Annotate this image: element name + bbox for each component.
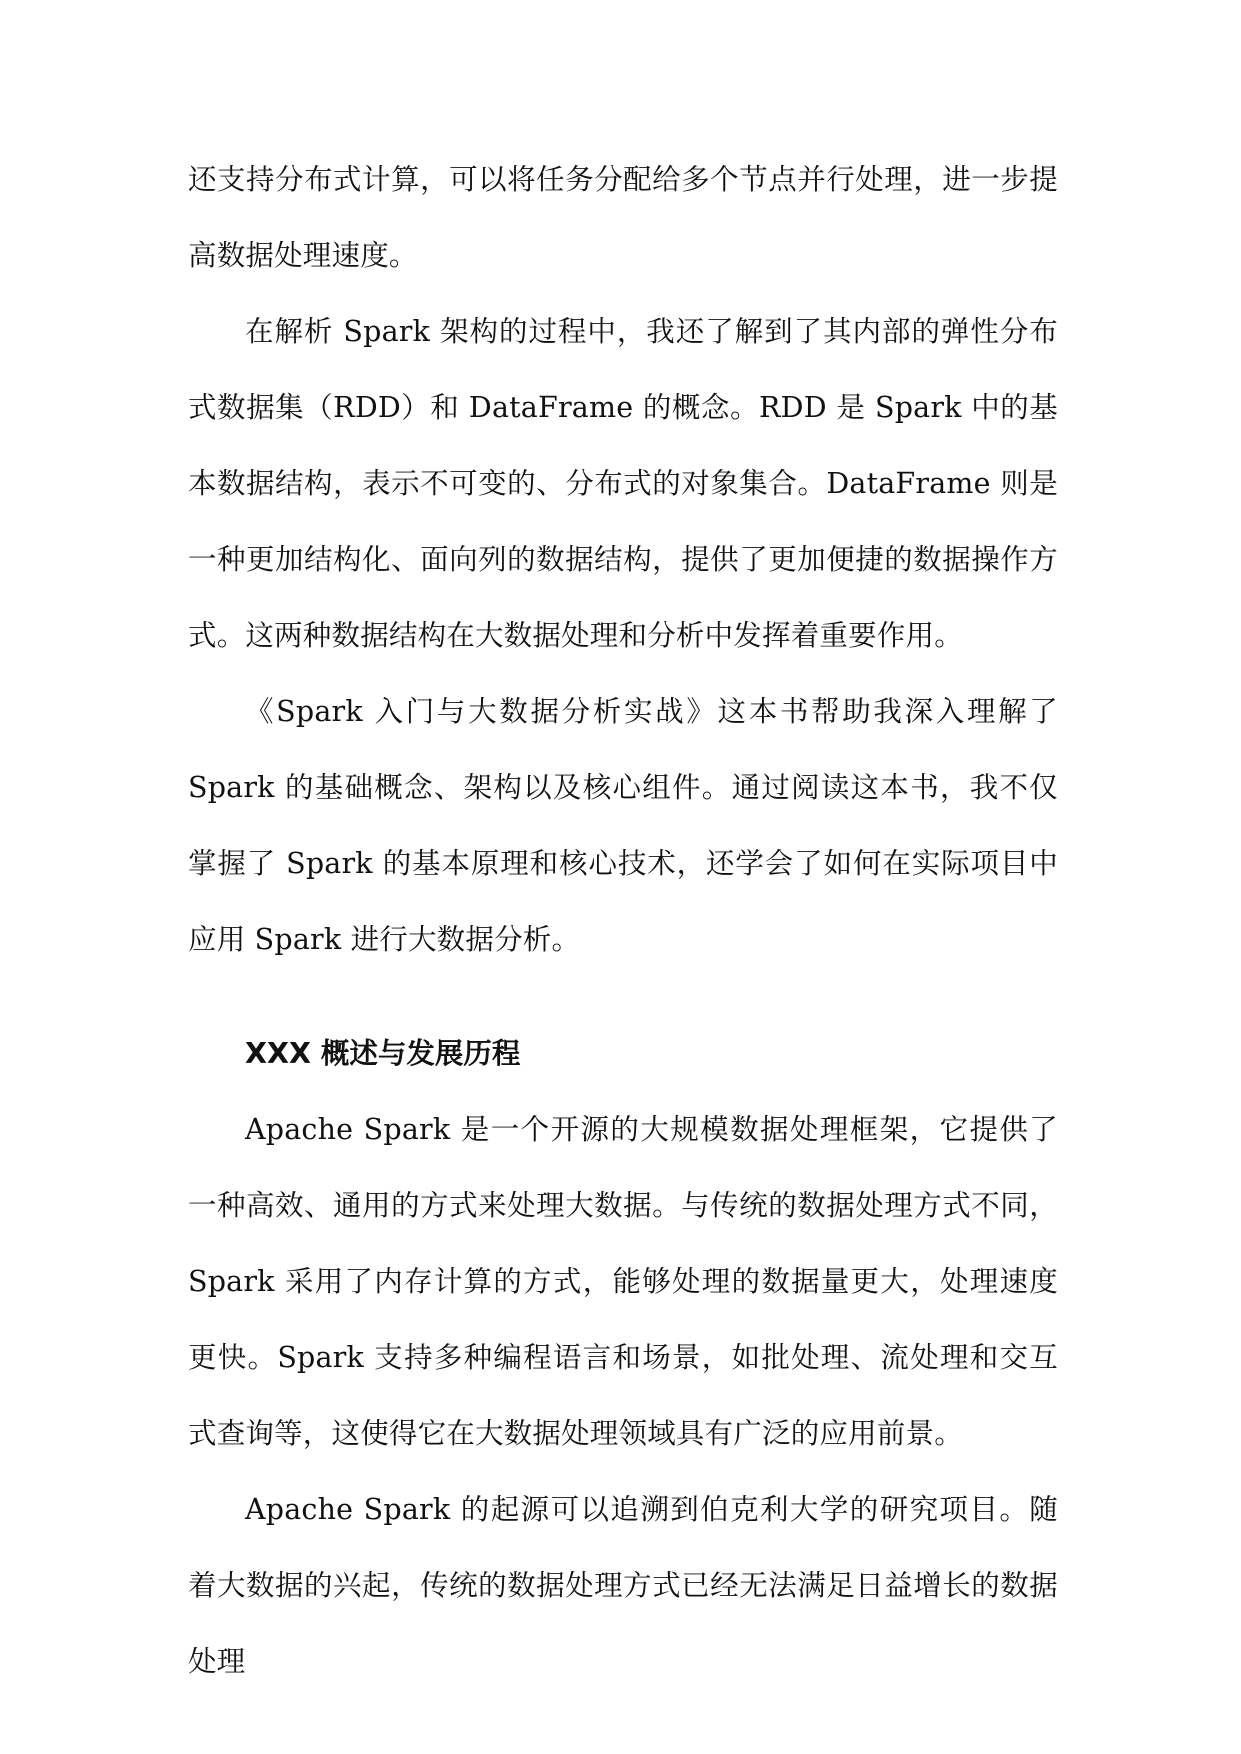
paragraph-spark-origin: Apache Spark 的起源可以追溯到伯克利大学的研究项目。随着大数据的兴起，传统的数据处理方式已经无法满足日益增长的数据处理 xyxy=(188,1493,1058,1678)
paragraph-spark-architecture: 在解析 Spark 架构的过程中，我还了解到了其内部的弹性分布式数据集（RDD）和 DataFrame 的概念。RDD 是 Spark 中的基本数据结构，表示不可变的、分布式的对象集合。DataFrame 则是一种更加结构化、面向列的数据结构，提供了更加便捷的数据操作方式。这两种数据结构在大数据处理和分析中发挥着重要作用。 xyxy=(188,315,1058,652)
page-content xyxy=(188,142,1058,1700)
paragraph-book-summary: 《Spark 入门与大数据分析实战》这本书帮助我深入理解了 Spark 的基础概念、架构以及核心组件。通过阅读这本书，我不仅掌握了 Spark 的基本原理和核心技术，还学会了如何在实际项目中应用 Spark 进行大数据分析。 xyxy=(188,695,1058,956)
section-heading: XXX 概述与发展历程 xyxy=(245,1037,521,1070)
paragraph-continuation: 还支持分布式计算，可以将任务分配给多个节点并行处理，进一步提高数据处理速度。 xyxy=(188,163,1058,272)
paragraph-spark-overview: Apache Spark 是一个开源的大规模数据处理框架，它提供了一种高效、通用的方式来处理大数据。与传统的数据处理方式不同，Spark 采用了内存计算的方式，能够处理的数据量更大，处理速度更快。Spark 支持多种编程语言和场景，如批处理、流处理和交互式查询等，这使得它在大数据处理领域具有广泛的应用前景。 xyxy=(188,1113,1058,1450)
